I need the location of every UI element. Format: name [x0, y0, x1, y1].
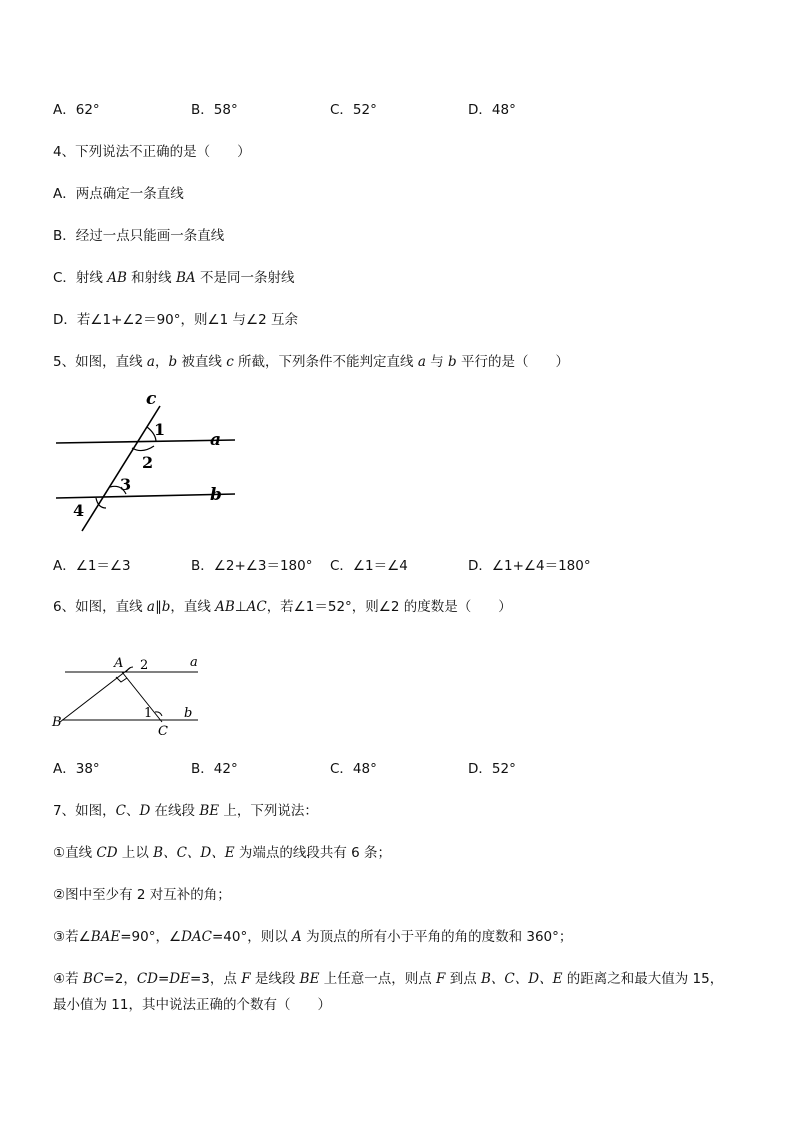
q6-parallel-symbol: ∥	[154, 599, 162, 615]
q6-line-ac: AC	[246, 599, 267, 615]
q6-option-a[interactable]: A．38°	[53, 761, 100, 777]
q6-line-a: a	[146, 599, 155, 615]
q7-s3-mid1: =90°，∠	[120, 929, 182, 945]
q6-option-d[interactable]: D．52°	[468, 761, 516, 777]
q5-fig-label-1: 1	[154, 420, 166, 439]
q5-stem-mid1: 被直线	[177, 354, 227, 370]
q7-s4-be: BE	[299, 971, 320, 987]
q6-fig-label-a: a	[190, 655, 198, 670]
q7-s4-v1: =2，	[103, 971, 137, 987]
q6-line-b: b	[161, 599, 171, 615]
q5-line-c: c	[226, 354, 234, 370]
q4-c-text-post: 不是同一条射线	[195, 270, 295, 286]
q6-stem-mid: ，直线	[170, 599, 216, 615]
q7-s3-angle-dac: DAC	[181, 929, 212, 945]
q5-option-b[interactable]: B．∠2+∠3＝180°	[191, 558, 313, 574]
q5-line-a2: a	[417, 354, 426, 370]
q6-stem	[53, 598, 512, 616]
q5-fig-label-2: 2	[142, 453, 154, 472]
q4-option-c[interactable]	[53, 269, 294, 287]
q5-stem-pre: 5、如图，直线	[53, 354, 147, 370]
q7-s3-pre: ③若∠	[53, 929, 91, 945]
q5-line-a: a	[146, 354, 155, 370]
ray-ba: BA	[175, 270, 196, 286]
q6-option-c[interactable]: C．48°	[330, 761, 377, 777]
q5-stem-post: 平行的是（ ）	[456, 354, 569, 370]
q5-fig-line-a	[56, 440, 235, 443]
q6-fig-line-ac	[122, 672, 162, 722]
q3-option-a[interactable]: A．62°	[53, 102, 100, 118]
q4-option-a[interactable]: A．两点确定一条直线	[53, 186, 184, 202]
q4-c-text: C．射线	[53, 270, 108, 286]
q6-stem-post: ，若∠1＝52°，则∠2 的度数是（ ）	[266, 599, 512, 615]
q5-line-b: b	[168, 354, 178, 370]
q6-fig-line-ab	[60, 668, 130, 722]
q7-stem-pre: 7、如图，	[53, 803, 116, 819]
q7-s1-pre: ①直线	[53, 845, 97, 861]
q7-s3-angle-bae: BAE	[90, 929, 121, 945]
q5-fig-label-c: c	[146, 389, 157, 409]
q5-option-d[interactable]: D．∠1+∠4＝180°	[468, 558, 591, 574]
q6-fig-label-B: B	[52, 715, 62, 730]
q5-fig-label-4: 4	[73, 501, 85, 520]
q6-fig-label-b: b	[184, 706, 193, 721]
q5-figure	[50, 388, 240, 538]
q7-s4-post: 的距离之和最大值为 15，	[562, 971, 724, 987]
q7-s4-pre: ④若	[53, 971, 83, 987]
q7-s4-f2: F	[436, 971, 446, 987]
q7-s4-v2: =3，点	[189, 971, 242, 987]
q6-fig-label-2: 2	[140, 658, 149, 673]
q7-s1-mid: 上以	[117, 845, 154, 861]
q7-stem-mid: 在线段	[150, 803, 200, 819]
q4-stem: 4、下列说法不正确的是（ ）	[53, 144, 251, 160]
q6-fig-label-A: A	[114, 656, 124, 671]
q7-s4-mid: 是线段	[250, 971, 300, 987]
q3-option-c[interactable]: C．52°	[330, 102, 377, 118]
q6-fig-label-1: 1	[144, 706, 153, 721]
q7-s3-post: 为顶点的所有小于平角的角的度数和 360°；	[301, 929, 573, 945]
q5-fig-label-b: b	[210, 485, 222, 505]
q7-s4-de: DE	[169, 971, 190, 987]
q7-s1-line-cd: CD	[96, 845, 118, 861]
q7-statement-3	[53, 928, 572, 946]
q5-option-c[interactable]: C．∠1＝∠4	[330, 558, 408, 574]
q6-fig-arc-2	[126, 667, 133, 672]
q6-figure	[50, 650, 210, 742]
q5-option-a[interactable]: A．∠1＝∠3	[53, 558, 131, 574]
q7-s4-mid2: 上任意一点，则点	[319, 971, 437, 987]
q4-option-d[interactable]: D．若∠1+∠2＝90°，则∠1 与∠2 互余	[53, 312, 298, 328]
q7-stem-post: 上，下列说法：	[219, 803, 318, 819]
ray-ab: AB	[107, 270, 127, 286]
q6-option-b[interactable]: B．42°	[191, 761, 238, 777]
q7-s3-point-a: A	[292, 929, 302, 945]
q5-fig-line-b	[56, 494, 235, 498]
q7-statement-4	[53, 970, 723, 988]
q4-c-text-mid: 和射线	[126, 270, 176, 286]
q7-segment-be: BE	[199, 803, 220, 819]
q7-point-d: D	[139, 803, 151, 819]
q5-stem	[53, 353, 569, 371]
q7-point-c: C	[115, 803, 126, 819]
q7-statement-4-cont: 最小值为 11，其中说法正确的个数有（ ）	[53, 997, 331, 1013]
q6-perp-symbol: ⊥	[234, 599, 247, 615]
q7-s1-points: B、C、D、E	[153, 845, 235, 861]
q3-option-d[interactable]: D．48°	[468, 102, 516, 118]
q7-s4-bc: BC	[82, 971, 104, 987]
q5-fig-label-a: a	[210, 430, 222, 450]
q7-s4-mid3: 到点	[445, 971, 481, 987]
q7-statement-2: ②图中至少有 2 对互补的角；	[53, 887, 231, 903]
q5-fig-label-3: 3	[120, 475, 132, 494]
q5-stem-mid2: 所截，下列条件不能判定直线	[233, 354, 418, 370]
q6-line-ab: AB	[215, 599, 235, 615]
q3-option-b[interactable]: B．58°	[191, 102, 238, 118]
q7-statement-1	[53, 844, 391, 862]
q5-line-b2: b	[448, 354, 457, 370]
q7-sep: 、	[125, 803, 140, 819]
q5-stem-mid3: 与	[425, 354, 449, 370]
q6-fig-label-C: C	[158, 724, 168, 739]
q7-s4-cd: CD	[136, 971, 158, 987]
q7-s4-points: B、C、D、E	[481, 971, 563, 987]
q7-s4-f: F	[241, 971, 251, 987]
q7-s3-mid2: =40°，则以	[212, 929, 293, 945]
q6-stem-pre: 6、如图，直线	[53, 599, 147, 615]
q5-sep: ，	[154, 354, 169, 370]
q7-s1-post: 为端点的线段共有 6 条；	[234, 845, 392, 861]
q7-stem	[53, 802, 318, 820]
q4-option-b[interactable]: B．经过一点只能画一条直线	[53, 228, 225, 244]
q7-s4-eq: =	[157, 971, 170, 987]
